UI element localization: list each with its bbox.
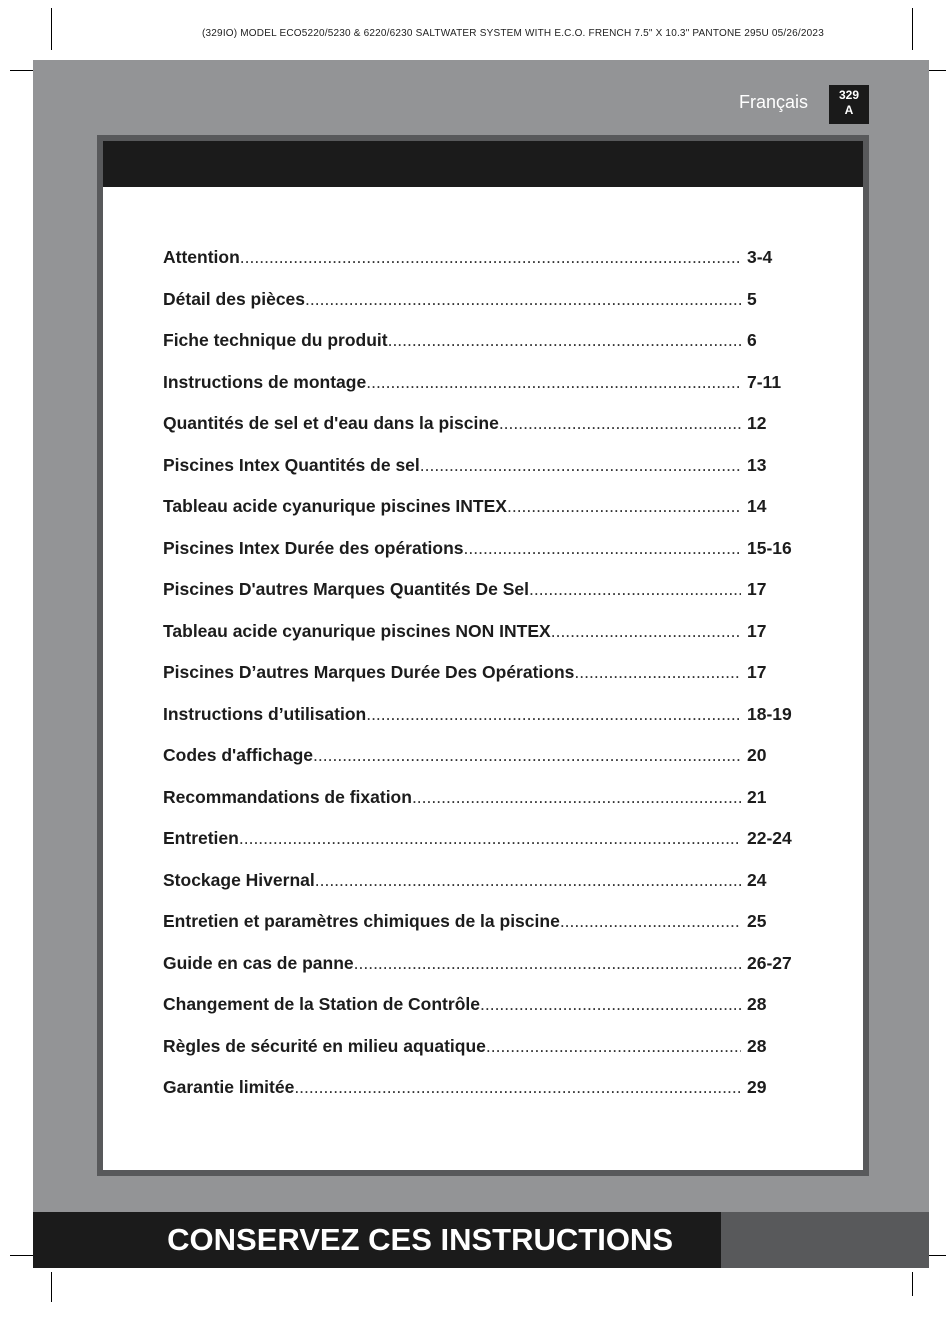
toc-entry-page: 21 [747,786,767,807]
toc-entry-page: 17 [747,620,767,641]
footer-accent-block [721,1212,929,1268]
page-letter: A [844,103,854,117]
toc-entry [163,662,803,704]
toc-entry-title: Piscines D'autres Marques Quantités De Sel [163,579,529,599]
toc-dot-leader [412,787,741,808]
footer-banner: CONSERVEZ CES INSTRUCTIONS [33,1212,721,1268]
toc-entry-title: Instructions d’utilisation [163,703,367,724]
toc-dot-leader [366,704,741,725]
toc-entry-page: 22-24 [747,828,792,848]
toc-dot-leader [313,745,741,766]
toc-entry-title: Attention [163,247,240,267]
toc-dot-leader [574,662,741,683]
toc-entry [163,538,803,580]
toc-dot-leader [420,455,741,476]
toc-entry [163,994,803,1036]
toc-dot-leader [480,994,741,1015]
toc-entry-page: 26-27 [747,952,792,973]
toc-entry-page: 29 [747,1077,767,1097]
toc-entry-title: Piscines Intex Quantités de sel [163,454,420,475]
toc-entry [163,621,803,663]
toc-entry-title: Piscines D’autres Marques Durée Des Opérations [163,662,575,682]
toc-dot-leader [551,621,741,642]
toc-entry [163,787,803,829]
toc-dot-leader [388,330,741,351]
toc-entry-page: 17 [747,662,767,682]
toc-entry-title: Changement de la Station de Contrôle [163,994,480,1014]
toc-entry-page: 5 [747,288,757,309]
toc-dot-leader [305,289,741,310]
toc-entry [163,953,803,995]
toc-entry-title: Détail des pièces [163,288,306,309]
toc-entry [163,911,803,953]
toc-entry-title: Entretien [163,828,239,848]
toc-entry-title: Recommandations de fixation [163,786,412,807]
toc-entry [163,372,803,414]
page-number-badge [829,85,869,124]
toc-entry-page: 6 [747,330,757,350]
toc-entry-page: 15-16 [747,537,792,558]
toc-entry-page: 18-19 [747,703,792,724]
table-of-contents [163,247,803,1119]
toc-entry [163,704,803,746]
toc-entry-page: 13 [747,454,767,475]
toc-entry [163,579,803,621]
toc-entry-page: 14 [747,496,767,516]
toc-dot-leader [354,953,741,974]
card-header-bar [103,141,863,187]
toc-entry-page: 25 [747,911,767,931]
toc-entry [163,1077,803,1119]
toc-entry-title: Piscines Intex Durée des opérations [163,537,464,558]
toc-dot-leader [507,496,741,517]
crop-mark-bottom-right-vertical [912,1272,913,1296]
toc-entry [163,496,803,538]
toc-entry-title: Tableau acide cyanurique piscines NON INTEX [163,620,551,641]
toc-entry-page: 12 [747,413,767,433]
toc-entry-title: Guide en cas de panne [163,952,354,973]
toc-entry [163,870,803,912]
toc-dot-leader [499,413,741,434]
toc-entry-title: Instructions de montage [163,371,367,392]
toc-entry [163,1036,803,1078]
toc-entry [163,413,803,455]
toc-dot-leader [529,579,741,600]
toc-dot-leader [464,538,741,559]
toc-entry-title: Fiche technique du produit [163,330,388,350]
toc-dot-leader [294,1077,741,1098]
toc-dot-leader [239,828,741,849]
crop-mark-bottom-left-vertical [51,1272,52,1302]
toc-entry [163,455,803,497]
toc-entry-page: 7-11 [747,371,782,392]
toc-entry [163,828,803,870]
toc-entry-page: 20 [747,745,767,765]
crop-mark-bottom-left-horizontal [10,1255,34,1256]
toc-dot-leader [315,870,741,891]
toc-entry-title: Règles de sécurité en milieu aquatique [163,1035,486,1056]
toc-entry [163,745,803,787]
toc-dot-leader [486,1036,741,1057]
toc-dot-leader [240,247,741,268]
toc-entry [163,330,803,372]
crop-mark-top-right-vertical [912,8,913,50]
toc-dot-leader [366,372,741,393]
toc-entry-title: Garantie limitée [163,1077,295,1097]
crop-mark-top-left-horizontal [10,70,34,71]
toc-entry [163,289,803,331]
toc-entry-page: 17 [747,579,767,599]
toc-dot-leader [560,911,741,932]
toc-entry-page: 3-4 [747,247,773,267]
toc-entry-page: 28 [747,1035,767,1056]
toc-entry-title: Quantités de sel et d'eau dans la piscine [163,413,499,433]
toc-entry-title: Tableau acide cyanurique piscines INTEX [163,496,507,516]
toc-entry-page: 24 [747,869,767,890]
crop-mark-top-left-vertical [51,8,52,50]
toc-entry [163,247,803,289]
toc-entry-page: 28 [747,994,767,1014]
language-label: Français [739,92,809,112]
page-number: 329 [838,88,860,102]
toc-entry-title: Entretien et paramètres chimiques de la piscine [163,911,560,931]
toc-entry-title: Codes d'affichage [163,745,314,765]
toc-entry-title: Stockage Hivernal [163,869,315,890]
manual-page [33,60,929,1268]
print-info-line: (329IO) MODEL ECO5220/5230 & 6220/6230 SALTWATER SYSTEM WITH E.C.O. FRENCH 7.5" X 10.3" PANTONE 295U 05/26/2023 [202,28,824,39]
table-of-contents-card [97,135,869,1176]
